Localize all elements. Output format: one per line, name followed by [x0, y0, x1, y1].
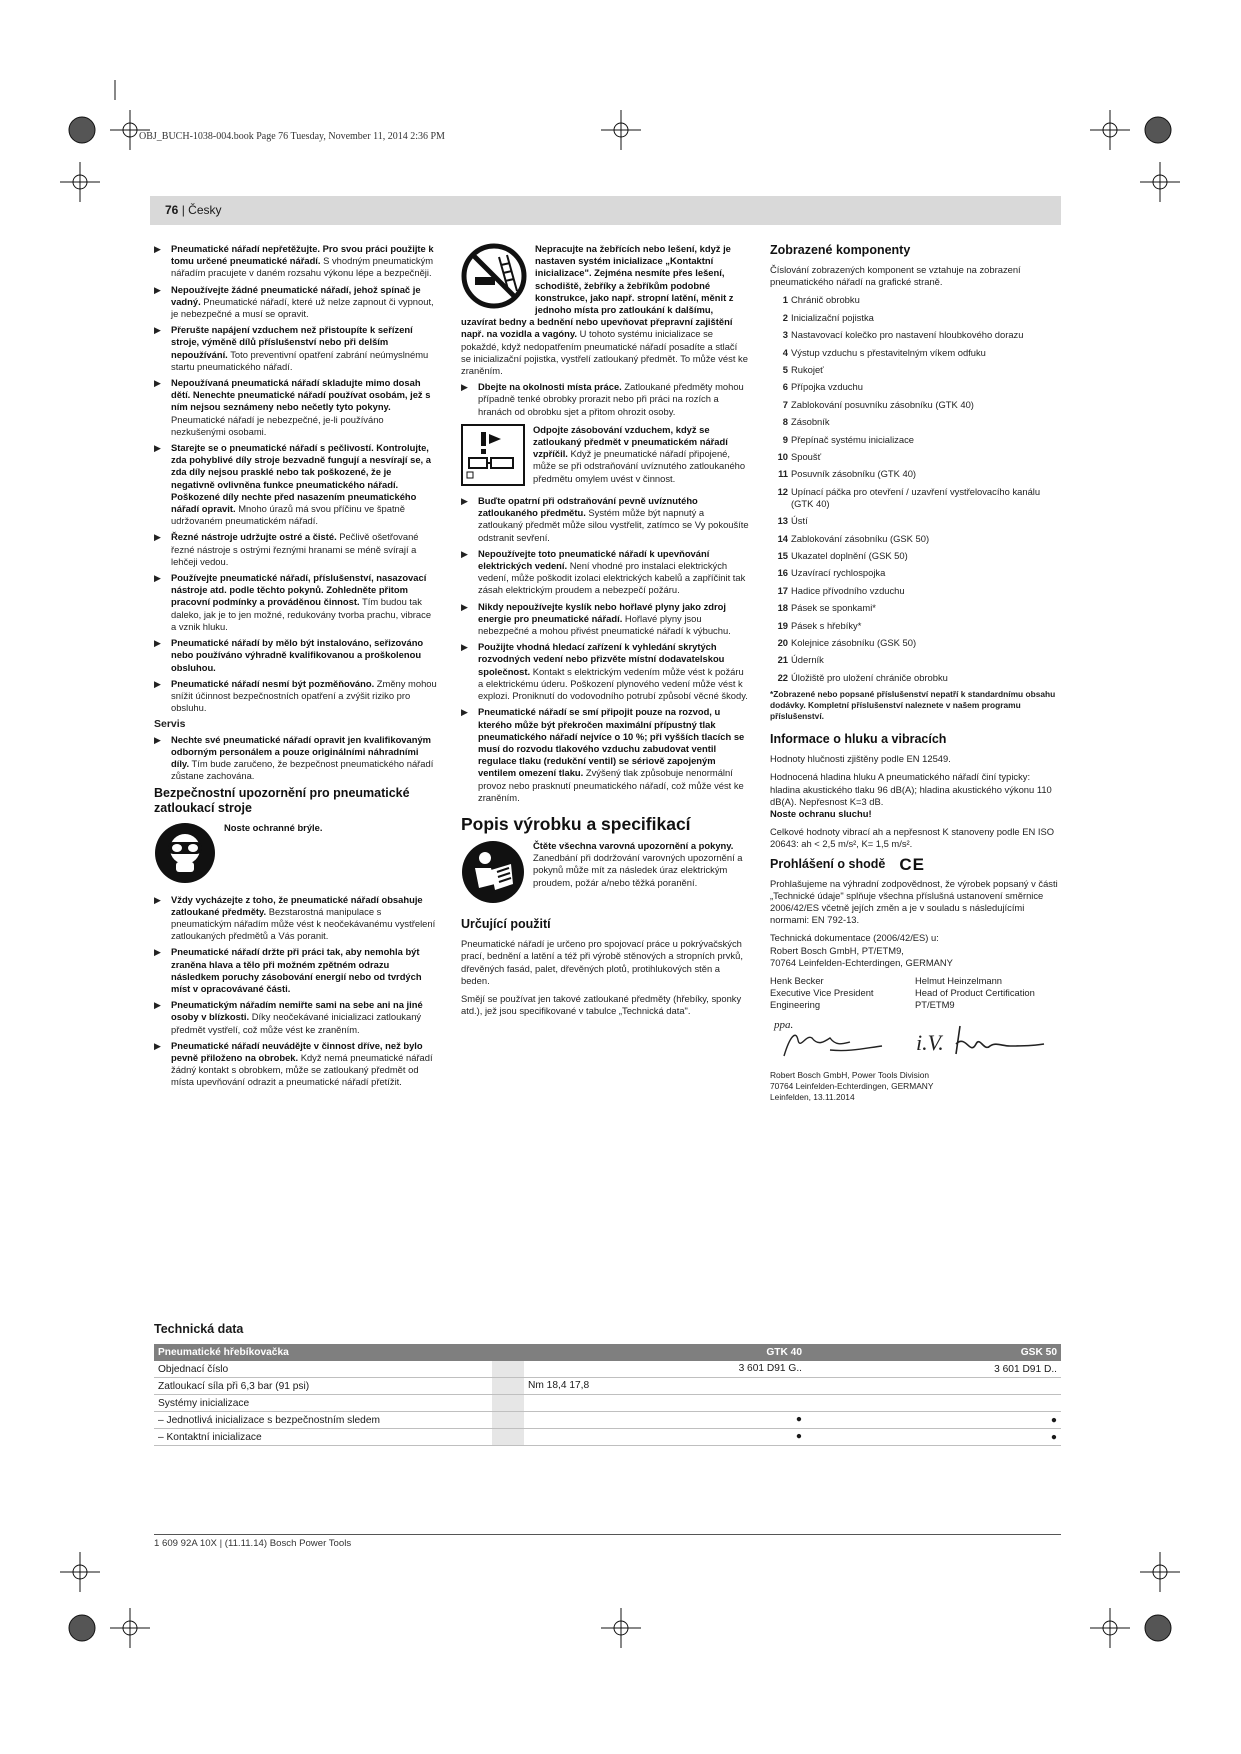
- component-number: 17: [777, 584, 788, 596]
- table-cell-mid: [524, 1412, 796, 1428]
- bullet-bold: Nepoužívejte toto pneumatické nářadí k upevňování elektrických vedení.: [478, 547, 710, 572]
- goggles-warning: [154, 822, 437, 887]
- noise-bold: Noste ochranu sluchu!: [770, 808, 872, 820]
- tech-header-gtk40: GTK 40: [492, 1344, 806, 1361]
- components-note: *Zobrazené nebo popsané příslušenství nepatří k standardnímu obsahu dodávky. Kompletní příslušenství naleznete v našem programu příslušenství.: [770, 689, 1056, 722]
- component-item: [770, 585, 1060, 597]
- component-number: 12: [777, 485, 788, 497]
- servis-title: Servis: [154, 718, 186, 731]
- read-text: Zanedbání při dodržování varovných upozornění a pokynů může mít za následek úraz elektrickým proudem, požár a/nebo těžká poranění.: [533, 852, 743, 888]
- bullet-bold: Nikdy nepoužívejte kyslík nebo hořlavé plyny jako zdroj energie pro pneumatické nářadí.: [478, 600, 726, 624]
- bullet-text: Není vhodné pro instalaci elektrických vedení, může poškodit izolaci elektrických kabelů a zapříčinit tak zásah elektrickým proudem a nebezpečí požáru.: [478, 560, 746, 596]
- signatory-left: [770, 975, 915, 1012]
- table-cell-gsk50: ●: [806, 1412, 1061, 1429]
- tech-data-section: [154, 1322, 1061, 1446]
- bullet-list-servis: [154, 734, 437, 783]
- edge-bold: Dbejte na okolnosti místa práce.: [478, 381, 622, 393]
- header-language: Česky: [188, 203, 222, 217]
- component-label: Nastavovací kolečko pro nastavení hloubkového dorazu: [791, 329, 1024, 341]
- table-cell-gtk40: [492, 1395, 806, 1412]
- component-item: [770, 416, 1060, 428]
- techdoc-label: Technická dokumentace (2006/42/ES) u:: [770, 932, 939, 944]
- bullet-text: Mnoho úrazů má svou příčinu ve špatně udržovaném pneumatickém nářadí.: [171, 503, 405, 527]
- signatory-right: [915, 975, 1060, 1012]
- company-lines: [770, 1070, 1060, 1103]
- component-label: Ukazatel doplnění (GSK 50): [791, 550, 908, 562]
- bullet-item: [154, 284, 437, 321]
- noise-paragraph-2: Hodnocená hladina hluku A pneumatického nářadí činí typicky: hladina akustického tlaku 96 dB(A); hladina akustického výkonu 110 dB(A). Nepřesnost K=3 dB.: [770, 771, 1052, 807]
- bullet-arrow-icon: ▶: [154, 678, 161, 689]
- table-cell-label: Objednací číslo: [154, 1361, 492, 1378]
- bullet-arrow-icon: ▶: [154, 443, 161, 454]
- bullet-bold: Vždy vycházejte z toho, že pneumatické nářadí obsahuje zatloukané předměty.: [171, 893, 423, 917]
- component-label: Spoušť: [791, 450, 822, 462]
- bullet-list-top: [154, 243, 437, 714]
- column-2: [461, 243, 749, 1023]
- company-line-1: Robert Bosch GmbH, Power Tools Division: [770, 1069, 930, 1080]
- table-cell-label: Zatloukací síla při 6,3 bar (91 psi): [154, 1378, 492, 1395]
- component-label: Výstup vzduchu s přestavitelným víkem odfuku: [791, 346, 986, 358]
- signatories: [770, 975, 1060, 1012]
- tech-table-header: [154, 1344, 1061, 1361]
- component-label: Zablokování posuvníku zásobníku (GTK 40): [791, 398, 974, 410]
- signatory-left-name: Henk Becker: [770, 975, 824, 987]
- component-number: 7: [782, 398, 788, 410]
- signatures: [770, 1016, 1060, 1064]
- table-row: [154, 1361, 1061, 1378]
- component-item: [770, 312, 1060, 324]
- bullet-arrow-icon: ▶: [154, 244, 161, 254]
- tech-data-table: [154, 1344, 1061, 1446]
- component-number: 2: [782, 311, 788, 323]
- component-item: [770, 451, 1060, 463]
- component-item: [770, 364, 1060, 376]
- bullet-arrow-icon: ▶: [461, 707, 468, 718]
- component-number: 20: [777, 637, 788, 649]
- table-cell-mid: [524, 1395, 802, 1411]
- bullet-bold: Pneumatické nářadí nepřetěžujte. Pro svou práci použijte k tomu určené pneumatické nářadí.: [171, 243, 434, 267]
- component-number: 18: [777, 602, 788, 614]
- component-item: [770, 434, 1060, 446]
- popis-title: Popis výrobku a specifikací: [461, 813, 691, 834]
- bullet-item: [154, 637, 437, 674]
- bullet-arrow-icon: ▶: [154, 638, 161, 649]
- bullet-item: [154, 377, 437, 438]
- component-label: Zablokování zásobníku (GSK 50): [791, 532, 930, 544]
- bullet-text: Pneumatické nářadí je nebezpečné, je-li používáno nezkušenými osobami.: [171, 413, 384, 437]
- component-number: 4: [782, 346, 788, 358]
- component-number: 21: [777, 654, 788, 666]
- component-item: [770, 486, 1060, 510]
- no-ladder-icon: [461, 243, 527, 312]
- component-item: [770, 329, 1060, 341]
- table-cell-mid: [524, 1429, 796, 1445]
- table-cell-label: – Jednotlivá inicializace s bezpečnostním sledem: [154, 1412, 492, 1429]
- table-cell-gsk50: [806, 1378, 1061, 1395]
- bullet-bold: Pneumatické nářadí neuvádějte v činnost dříve, než bylo pevně přiloženo na obrobek.: [171, 1039, 423, 1063]
- table-cell-spacer: [492, 1412, 524, 1428]
- bullet-text: Toto preventivní opatření zabrání neúmyslnému startu pneumatického nářadí.: [171, 348, 429, 372]
- bullet-text: S vhodným pneumatickým nářadím pracujete v daném rozsahu výkonu lépe a bezpečněji.: [171, 255, 434, 279]
- goggles-icon: [154, 822, 216, 887]
- component-label: Přípojka vzduchu: [791, 381, 863, 393]
- table-row: [154, 1429, 1061, 1446]
- table-cell-mid: Nm 18,4 17,8: [528, 1380, 590, 1391]
- component-item: [770, 654, 1060, 666]
- bullet-item: [154, 1040, 437, 1089]
- bullet-bold: Použijte vhodná hledací zařízení k vyhledání skrytých rozvodných vedení nebo přizvěte místní dodavatelskou společnost.: [478, 641, 725, 677]
- bullet-text: Pneumatické nářadí, které už nelze zapnout či vypnout, je nebezpečné a musí se opravit.: [171, 295, 434, 320]
- disconnect-text: Když je pneumatické nářadí připojené, může se při odstraňování uvíznutého zatloukaného předmětu omylem uvést v činnost.: [533, 448, 746, 484]
- tech-data-title: Technická data: [154, 1322, 244, 1336]
- component-item: [770, 550, 1060, 562]
- bullet-arrow-icon: ▶: [154, 894, 161, 905]
- tech-header-gsk50: GSK 50: [806, 1344, 1061, 1361]
- component-number: 10: [777, 450, 788, 462]
- bullet-bold: Řezné nástroje udržujte ostré a čisté.: [171, 531, 337, 543]
- ladder-text: U tohoto systému inicializace se pokaždé, když nedopatřením pneumatické nářadí posadíte a stlačí se inicializační pojistka, vystřelí zatloukaný předmět. To může vést ke zraněním.: [461, 328, 748, 377]
- urcujici-paragraph-1: Pneumatické nářadí je určeno pro spojovací práce u pokrývačských prací, bednění a latění a též při výrobě stěnových a stropních prvků, dřevěných fasád, palet, dřevěných plotů, protihlukových stěn a beden.: [461, 938, 743, 986]
- bullet-bold: Starejte se o pneumatické nářadí s pečlivostí. Kontrolujte, zda pohyblivé díly stroje bezvadně fungují a nesvírají se, a zda díly nejsou prasklé nebo tak poškozené, že je negativně ovlivněna funkce pneumatického nářadí. Poškozené díly nechte před nasazením pneumatického nářadí opravit.: [171, 442, 431, 515]
- component-number: 6: [782, 381, 788, 393]
- signatory-left-dept: Engineering: [770, 999, 821, 1011]
- component-number: 13: [777, 515, 788, 527]
- page-header: [150, 196, 1061, 225]
- table-cell-spacer: [492, 1395, 524, 1411]
- bullet-text: Bezstarostná manipulace s pneumatickým nářadím může vést k neočekávanému vystřelení zatloukaných předmětů a Vás poranit.: [171, 905, 436, 942]
- component-item: [770, 637, 1060, 649]
- component-item: [770, 468, 1060, 480]
- signature-ppa: ppa.: [774, 1018, 794, 1031]
- component-number: 5: [782, 363, 788, 375]
- table-cell-gtk40-value: ●: [795, 1431, 802, 1442]
- component-label: Ústí: [791, 515, 808, 527]
- bullet-text: Pečlivě ošetřované řezné nástroje s ostrými řeznými hranami se méně svírají a lehčeji vedou.: [171, 531, 419, 567]
- bullet-arrow-icon: ▶: [154, 1040, 161, 1051]
- declaration-title: [770, 854, 1060, 874]
- table-cell-label: – Kontaktní inicializace: [154, 1429, 492, 1446]
- bullet-text: Zvýšený tlak způsobuje nenormální provoz nebo prasknutí pneumatického nářadí, což může vést ke zraněním.: [478, 767, 744, 803]
- disconnect-bold: Odpojte zásobování vzduchem, když se zatloukaný předmět v pneumatickém nářadí vzpříčil.: [533, 423, 728, 460]
- goggles-text: Noste ochranné brýle.: [224, 822, 323, 834]
- signature-drawing: [770, 1016, 1060, 1064]
- bullet-bold: Přerušte napájení vzduchem než přistoupíte k seřízení stroje, výměně dílů příslušenství nebo při delším nepoužívání.: [171, 324, 413, 360]
- bullet-item: [154, 999, 437, 1036]
- table-cell-gtk40: [492, 1378, 806, 1395]
- column-3: [770, 243, 1060, 1103]
- components-list: [770, 294, 1060, 684]
- components-intro: Číslování zobrazených komponent se vztahuje na zobrazení pneumatického nářadí na grafické straně.: [770, 264, 1021, 288]
- ladder-warning: [461, 243, 749, 377]
- bullet-text: Tím budou tak daleko, jak je to jen možné, redukovány tvorba prachu, vibrace a vznik hluku.: [171, 596, 432, 632]
- bullet-arrow-icon: ▶: [154, 734, 161, 745]
- component-item: [770, 515, 1060, 527]
- signature-iv: i.V.: [916, 1029, 944, 1055]
- air-disconnect-icon: [461, 424, 525, 489]
- bullet-item: [154, 324, 437, 373]
- book-meta: OBJ_BUCH-1038-004.book Page 76 Tuesday, November 11, 2014 2:36 PM: [139, 131, 445, 142]
- component-label: Uzavírací rychlospojka: [791, 567, 886, 579]
- table-cell-gsk50: ●: [806, 1429, 1061, 1446]
- table-cell-gsk50: 3 601 D91 D..: [806, 1361, 1061, 1378]
- component-number: 14: [777, 532, 788, 544]
- bullet-item: [154, 894, 437, 943]
- declaration-paragraph: Prohlašujeme na výhradní zodpovědnost, že výrobek popsaný v části „Technické údaje" splňuje všechna příslušná ustanovení směrnice 2006/42/ES včetně jejích změn a je v souladu s následujícími normami: EN 792-13.: [770, 877, 1058, 926]
- component-number: 11: [778, 468, 788, 480]
- component-item: [770, 294, 1060, 306]
- component-label: Kolejnice zásobníku (GSK 50): [791, 637, 917, 649]
- bullet-item: [154, 243, 437, 280]
- component-label: Přepínač systému inicializace: [791, 433, 914, 445]
- bullet-arrow-icon: ▶: [154, 573, 161, 584]
- table-cell-gtk40-value: [802, 1378, 806, 1394]
- bullet-text: Kontakt s elektrickým vedením může vést k požáru a elektrickému úderu. Poškození plynového vedení může vést k explozi. Proniknutí do vodovodního potrubí způsobí věcné škody.: [478, 665, 748, 702]
- bullet-bold: Pneumatické nářadí nesmí být pozměňováno.: [171, 677, 375, 689]
- tech-table-body: [154, 1361, 1061, 1446]
- bullet-bold: Pneumatickým nářadím nemiřte sami na sebe ani na jiné osoby v blízkosti.: [171, 999, 423, 1023]
- footer: 1 609 92A 10X | (11.11.14) Bosch Power Tools: [154, 1538, 352, 1549]
- bullet-bold: Nepoužívaná pneumatická nářadí skladujte mimo dosah dětí. Nenechte pneumatické nářadí používat osobám, jež s ním nejsou seznámeny nebo nečetly tyto pokyny.: [171, 377, 431, 413]
- signatory-right-dept: PT/ETM9: [915, 999, 955, 1011]
- table-cell-spacer: [492, 1429, 524, 1445]
- noise-title: Informace o hluku a vibracích: [770, 732, 947, 747]
- read-manual-icon: [461, 840, 525, 907]
- component-number: 3: [782, 329, 788, 341]
- component-number: 1: [782, 294, 788, 306]
- bullet-arrow-icon: ▶: [154, 284, 161, 295]
- company-line-3: Leinfelden, 13.11.2014: [770, 1091, 855, 1102]
- header-separator: |: [178, 203, 189, 217]
- component-number: 19: [777, 619, 788, 631]
- component-label: Inicializační pojistka: [791, 311, 874, 323]
- signatory-left-title: Executive Vice President: [770, 987, 874, 999]
- bullet-bold: Pneumatické nářadí se smí připojit pouze na rozvod, u kterého může být překročen maximální přípustný tlak pneumatického nářadí nejvíce o 10 %; při vyšších tlacích se musí do rozvodu tlakového vzduchu zabudovat ventil regulace tlaku (redukční ventil) se sériově zapojeným ventilem omezení tlaku.: [478, 706, 745, 779]
- bullet-item: [154, 946, 437, 995]
- table-cell-gtk40-value: ●: [795, 1414, 802, 1425]
- vibration-paragraph: Celkové hodnoty vibrací ah a nepřesnost K stanoveny podle EN ISO 20643: ah < 2,5 m/s², K= 1,5 m/s².: [770, 826, 1055, 850]
- table-cell-gtk40-value: [802, 1395, 806, 1411]
- bullet-arrow-icon: ▶: [461, 642, 468, 653]
- component-item: [770, 533, 1060, 545]
- footer-divider: [154, 1534, 1061, 1535]
- edge-text: Zatloukané předměty mohou případně tenké obrobky prorazit nebo při práci na rozích a hranách od obrobku sjet a přitom ohrozit osoby.: [478, 381, 744, 417]
- bullet-bold: Pneumatické nářadí držte při práci tak, aby nemohla být zraněna hlava a tělo při možném zpětném odrazu následkem poruchy zásobování energií nebo od tvrdých míst v opracovávané části.: [171, 946, 422, 994]
- ladder-bold: Nepracujte na žebřících nebo lešení, když je nastaven systém inicializace „Kontaktní inicializace". Zejména nesmíte přes lešení, schodiště, žebříky a žebříkům podobné konstrukce, jako např. stropní latění, měnit z jednoho místa pro zatloukání k dalšímu, uzavírat bedny a bednění nebo upevňovat přepravní zajištění např. na vozidla a vagóny.: [461, 243, 734, 340]
- component-number: 16: [777, 567, 788, 579]
- table-cell-gsk50: [806, 1395, 1061, 1412]
- bullet-item: [461, 495, 749, 544]
- disconnect-warning: [461, 424, 749, 491]
- component-label: Úložiště pro uložení chrániče obrobku: [791, 671, 948, 683]
- component-label: Hadice přívodního vzduchu: [791, 584, 905, 596]
- read-bold: Čtěte všechna varovná upozornění a pokyny.: [533, 839, 734, 851]
- bullet-text: Změny mohou snížit účinnost bezpečnostních opatření a zvýšit riziko pro obsluhu.: [171, 677, 437, 714]
- bullet-item: [154, 678, 437, 715]
- components-title: Zobrazené komponenty: [770, 243, 911, 257]
- bullet-item: [461, 601, 749, 638]
- table-cell-spacer: [492, 1378, 524, 1394]
- table-row: [154, 1378, 1061, 1395]
- bullet-text: Díky neočekávané inicializaci zatloukaný předmět vystřelí, což může vést ke zraněním.: [171, 1011, 422, 1035]
- bullet-arrow-icon: ▶: [154, 378, 161, 389]
- component-item: [770, 672, 1060, 684]
- bullet-item: [154, 572, 437, 633]
- signatory-right-name: Helmut Heinzelmann: [915, 975, 1003, 987]
- bullet-arrow-icon: ▶: [154, 947, 161, 958]
- techdoc-address: 70764 Leinfelden-Echterdingen, GERMANY: [770, 956, 953, 968]
- bullet-arrow-icon: ▶: [154, 1000, 161, 1011]
- bullet-item: [154, 734, 437, 783]
- bullet-arrow-icon: ▶: [461, 548, 468, 559]
- component-number: 9: [782, 433, 788, 445]
- component-number: 8: [782, 416, 788, 428]
- bullet-arrow-icon: ▶: [154, 325, 161, 336]
- bullet-arrow-icon: ▶: [461, 496, 468, 507]
- bullet-bold: Pneumatické nářadí by mělo být instalováno, seřizováno nebo používáno výhradně kvalifikovanou a proškolenou obsluhou.: [171, 637, 424, 673]
- tech-header-product: Pneumatické hřebíkovačka: [154, 1344, 492, 1361]
- noise-paragraph-1: Hodnoty hlučnosti zjištěny podle EN 12549.: [770, 753, 951, 765]
- component-label: Posuvník zásobníku (GTK 40): [791, 468, 917, 480]
- page-number: 76: [165, 203, 179, 217]
- bullet-text: Systém může být napnutý a zatloukaný předmět může silou vystřelit, zatímco se Vy pokoušíte odstranit sevření.: [478, 507, 749, 543]
- table-cell-mid: [524, 1361, 739, 1377]
- section-title-zatloukaci: Bezpečnostní upozornění pro pneumatické zatloukací stroje: [154, 786, 410, 816]
- bullet-item: [461, 641, 749, 702]
- bullet-text: Když nemá pneumatické nářadí žádný kontakt s obrobkem, může se zatloukaný předmět od místa upevňování odrazit a pneumatické nářadí přetížit.: [171, 1051, 433, 1088]
- component-item: [770, 347, 1060, 359]
- component-label: Pásek s hřebíky*: [791, 619, 862, 631]
- bullet-bold: Buďte opatrní při odstraňování pevně uvíznutého zatloukaného předmětu.: [478, 495, 698, 519]
- table-cell-gtk40: [492, 1361, 806, 1378]
- signatory-right-title: Head of Product Certification: [915, 987, 1035, 999]
- bullet-bold: Nepoužívejte žádné pneumatické nářadí, jehož spínač je vadný.: [171, 283, 421, 307]
- bullet-item: [461, 548, 749, 597]
- bullet-bold: Nechte své pneumatické nářadí opravit jen kvalifikovaným odborným personálem a pouze originálními náhradními díly.: [171, 733, 432, 769]
- table-row: [154, 1412, 1061, 1429]
- component-item: [770, 567, 1060, 579]
- table-row: [154, 1395, 1061, 1412]
- bullet-arrow-icon: ▶: [154, 532, 161, 543]
- urcujici-title: Určující použití: [461, 917, 551, 932]
- component-number: 15: [777, 550, 788, 562]
- component-label: Pásek se sponkami*: [791, 602, 876, 614]
- component-item: [770, 620, 1060, 632]
- component-label: Úderník: [791, 654, 824, 666]
- column-1: [154, 243, 437, 1093]
- techdoc-company: Robert Bosch GmbH, PT/ETM9,: [770, 944, 904, 956]
- component-number: 22: [777, 671, 788, 683]
- bullet-list-bottom: [154, 894, 437, 1089]
- urcujici-paragraph-2: Smějí se používat jen takové zatloukané předměty (hřebíky, sponky atd.), jež jsou specifikované v tabulce „Technická data".: [461, 992, 742, 1017]
- bullet-text: Hořlavé plyny jsou nebezpečné a mohou přivést pneumatické nářadí k výbuchu.: [478, 612, 731, 637]
- bullet-arrow-icon: ▶: [461, 601, 468, 612]
- ce-mark: CE: [899, 854, 925, 874]
- bullet-text: Tím bude zaručeno, že bezpečnost pneumatického nářadí zůstane zachována.: [171, 757, 434, 782]
- bullet-item: [461, 706, 749, 804]
- table-cell-spacer: [492, 1361, 524, 1377]
- component-item: [770, 399, 1060, 411]
- table-cell-gtk40: [492, 1412, 806, 1429]
- table-cell-gtk40-value: 3 601 D91 G..: [738, 1363, 802, 1374]
- component-label: Upínací páčka pro otevření / uzavření vystřelovacího kanálu (GTK 40): [791, 485, 1041, 509]
- component-item: [770, 381, 1060, 393]
- read-manual-warning: [461, 840, 749, 909]
- component-label: Chránič obrobku: [791, 294, 860, 306]
- declaration-title-text: Prohlášení o shodě: [770, 856, 886, 871]
- bullet-item: [154, 442, 437, 527]
- table-cell-gtk40: [492, 1429, 806, 1446]
- bullet-bold: Používejte pneumatické nářadí, příslušenství, nasazovací nástroje atd. podle těchto pokynů. Zohledněte přitom pracovní podmínky a prováděnou činnost.: [171, 572, 427, 608]
- component-item: [770, 602, 1060, 614]
- bullet-list-col2: [461, 495, 749, 804]
- bullet-item: [154, 531, 437, 568]
- component-label: Rukojeť: [791, 363, 824, 375]
- company-line-2: 70764 Leinfelden-Echterdingen, GERMANY: [770, 1080, 934, 1091]
- table-cell-label: Systémy inicializace: [154, 1395, 492, 1412]
- bullet-arrow-icon: ▶: [461, 382, 468, 393]
- component-label: Zásobník: [791, 416, 830, 428]
- edge-bullet: [461, 381, 749, 418]
